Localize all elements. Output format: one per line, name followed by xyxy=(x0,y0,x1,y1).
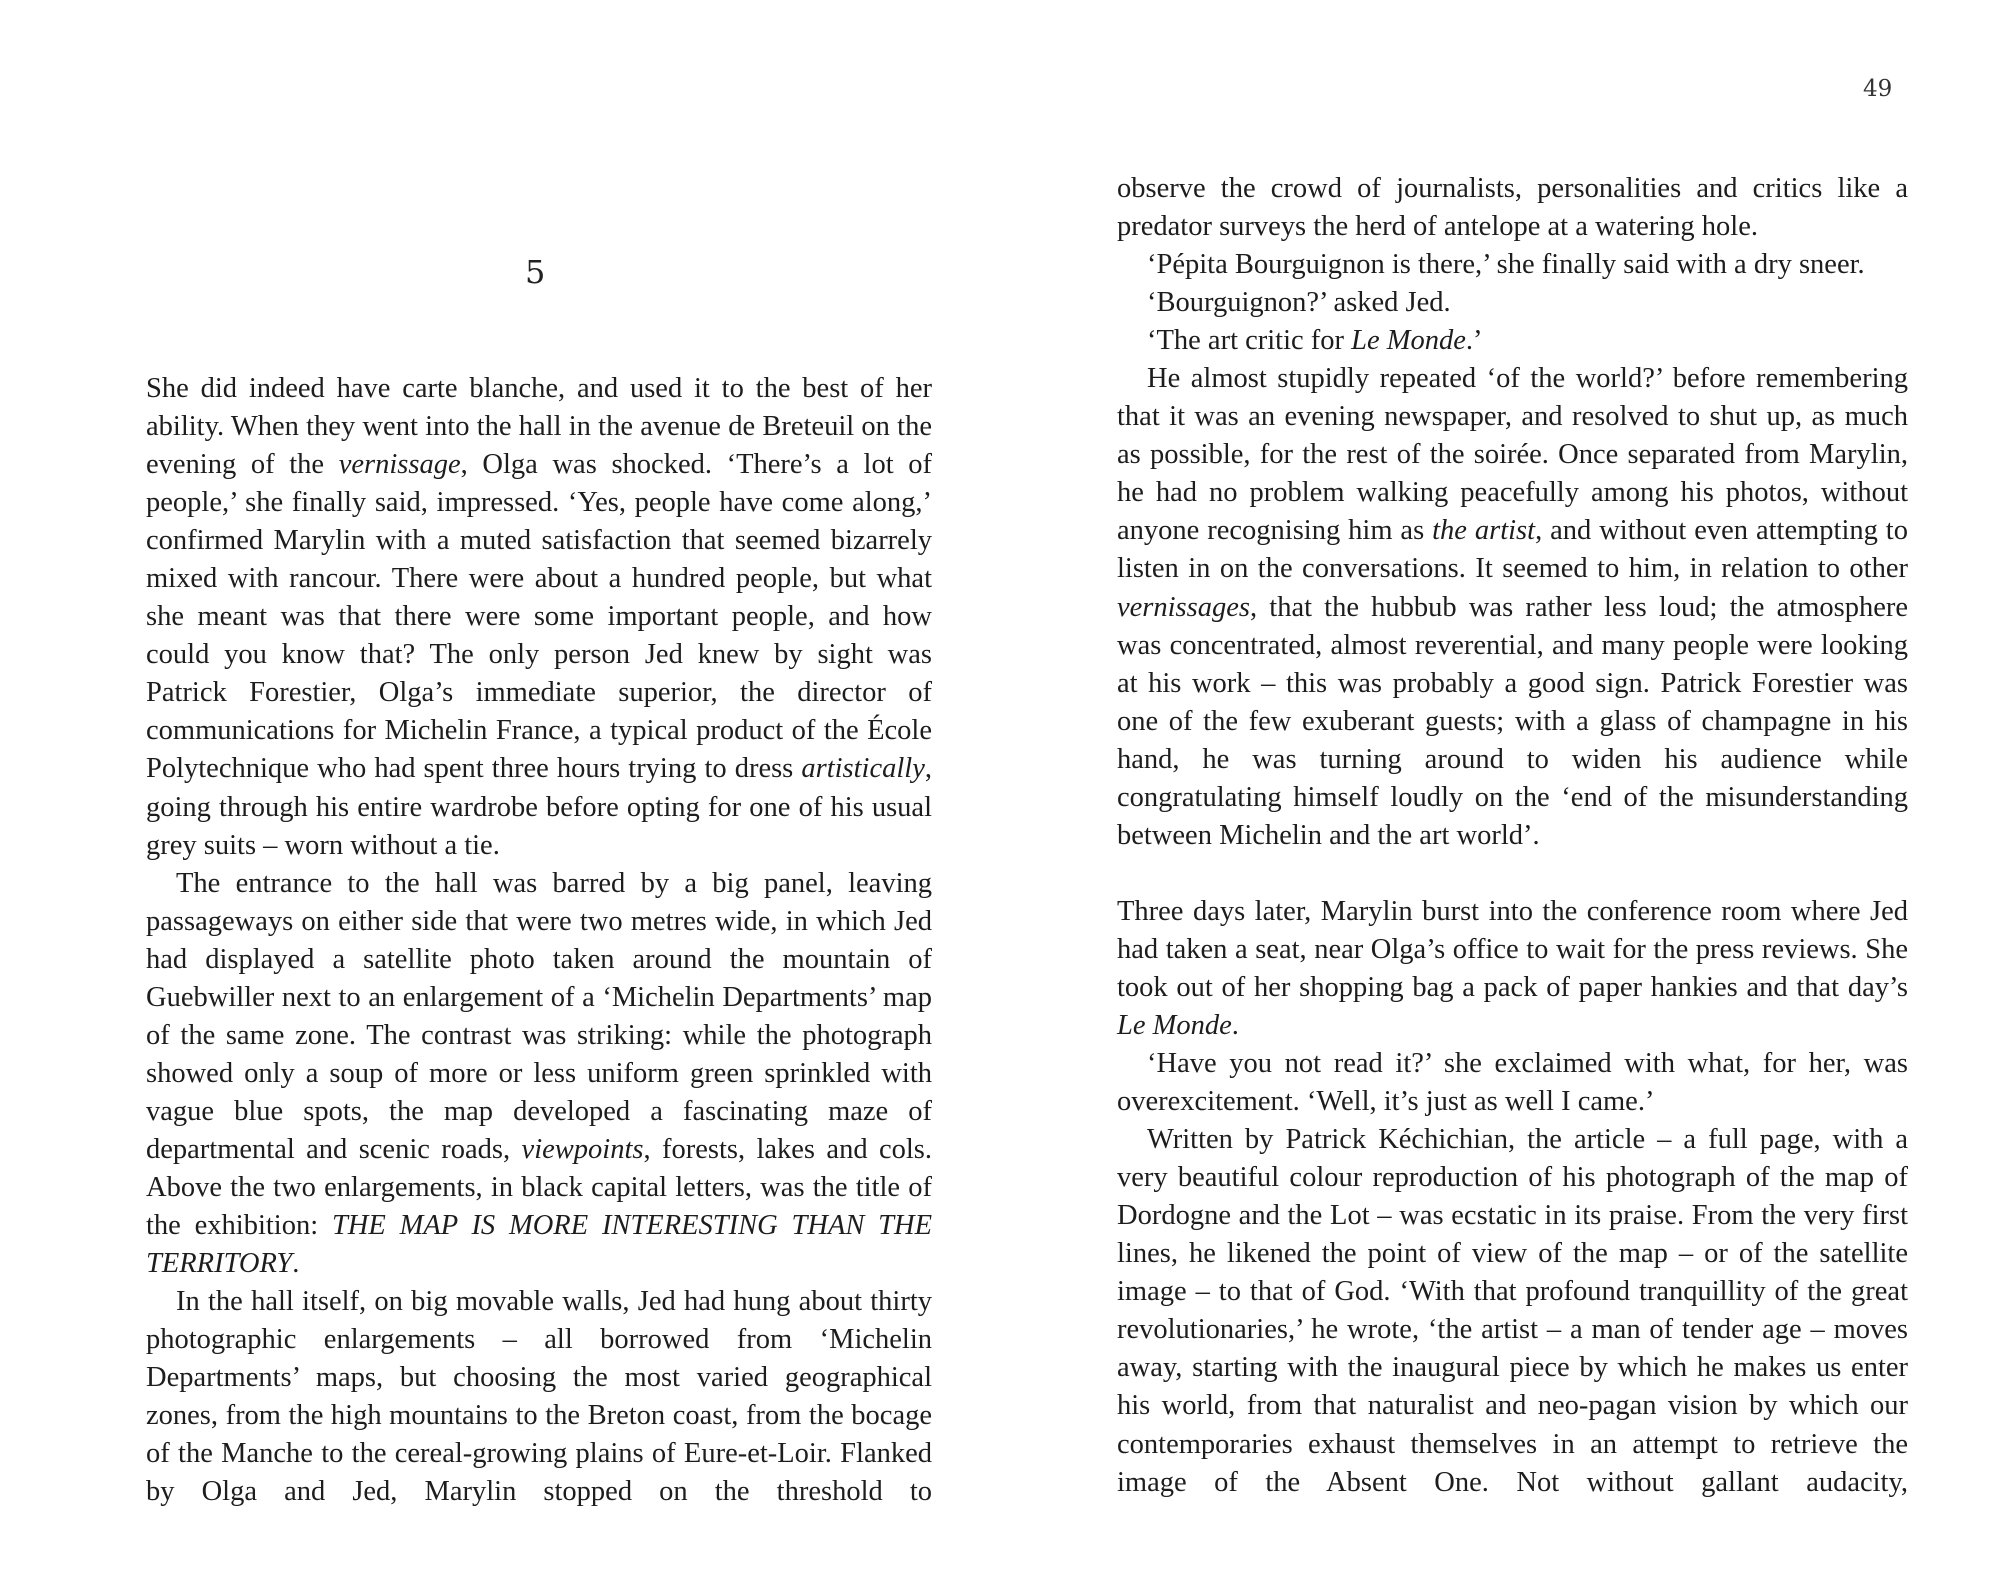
text-run: , Olga was shocked. ‘There’s a lot of people,’ she finally said, impressed. ‘Yes, people have come along,’ confirmed Marylin with a muted satisfaction that seemed bizarrely mixed with rancour. There were about a hundred people, but what she meant was that there were some important people, and how could you know that? The only person Jed knew by sight was Patrick Forestier, Olga’s immediate superior, the director of communications for Michelin France, a typical product of the École Polytechnique who had spent three hours trying to dress xyxy=(146,449,933,785)
paragraph xyxy=(1117,360,1908,855)
paragraph xyxy=(146,865,932,1284)
paragraph xyxy=(1117,1045,1908,1121)
text-run: , going through his entire wardrobe before opting for one of his usual grey suits – worn without a tie. xyxy=(146,753,932,861)
text-run: , that the hubbub was rather less loud; the atmosphere was concentrated, almost reverential, and many people were looking at his work – this was probably a good sign. Patrick Forestier was one of the few exuberant guests; with a glass of champagne in his hand, he was turning around to widen his audience while congratulating himself loudly on the ‘end of the misunderstanding between Michelin and the art world’. xyxy=(1117,591,1908,851)
italic-run: the artist xyxy=(1432,515,1536,547)
text-run: , forests, lakes and cols. Above the two enlargements, in black capital letters, was the title of the exhibition: xyxy=(146,1133,932,1242)
text-run: In the hall itself, on big movable walls, Jed had hung about thirty photographic enlargements – all borrowed from ‘Michelin Departments’ maps, but choosing the most varied geographical zones, from the high mountains to the Breton coast, from the bocage of the Manche to the cereal-growing plains of Eure-et-Loir. Flanked by Olga and Jed, Marylin stopped on the threshold to xyxy=(146,1286,932,1508)
paragraph xyxy=(1117,246,1908,284)
right-column xyxy=(1117,170,1908,1502)
text-run: .’ xyxy=(1465,325,1483,357)
left-column xyxy=(146,370,932,1511)
paragraph xyxy=(1117,284,1908,322)
italic-run: artistically xyxy=(801,753,925,785)
text-run: Three days later, Marylin burst into the conference room where Jed had taken a seat, near Olga’s office to wait for the press reviews. She took out of her shopping bag a pack of paper hankies and that day’s xyxy=(1117,895,1908,1003)
text-run: observe the crowd of journalists, personalities and critics like a predator surveys the herd of antelope at a watering hole. xyxy=(1117,173,1908,243)
text-run: He almost stupidly repeated ‘of the world?’ before remembering that it was an evening newspaper, and resolved to shut up, as much as possible, for the rest of the soirée. Once separated from Marylin, he had no problem walking peacefully among his photos, without anyone recognising him as xyxy=(1117,363,1908,547)
text-run: ‘Have you not read it?’ she exclaimed with what, for her, was overexcitement. ‘Well, it’s just as well I came.’ xyxy=(1117,1048,1908,1118)
paragraph xyxy=(1117,322,1908,360)
paragraph xyxy=(146,370,932,865)
text-run: ‘Bourguignon?’ asked Jed. xyxy=(1147,287,1451,319)
text-run: The entrance to the hall was barred by a big panel, leaving passageways on either side that were two metres wide, in which Jed had displayed a satellite photo taken around the mountain of Guebwiller next to an enlargement of a ‘Michelin Departments’ map of the same zone. The contrast was striking: while the photograph showed only a soup of more or less uniform green sprinkled with vague blue spots, the map developed a fascinating maze of departmental and scenic roads, xyxy=(146,867,932,1165)
italic-run: vernissages xyxy=(1117,591,1250,623)
italic-run: viewpoints xyxy=(521,1133,644,1165)
text-run: She did indeed have carte blanche, and used it to the best of her ability. When they went into the hall in the avenue de Breteuil on the evening of the xyxy=(146,373,932,481)
paragraph xyxy=(1117,893,1908,1045)
text-run: , and without even attempting to listen in on the conversations. It seemed to him, in relation to other xyxy=(1117,515,1908,585)
paragraph xyxy=(146,1283,932,1511)
text-run: . xyxy=(1231,1009,1239,1041)
page-number: 49 xyxy=(1863,76,1893,102)
text-run: ‘Pépita Bourguignon is there,’ she finally said with a dry sneer. xyxy=(1147,249,1865,281)
chapter-number: 5 xyxy=(525,253,546,291)
italic-run: Le Monde xyxy=(1351,325,1466,357)
italic-run: Le Monde xyxy=(1117,1009,1232,1041)
text-run: Written by Patrick Kéchichian, the article – a full page, with a very beautiful colour reproduction of his photograph of the map of Dordogne and the Lot – was ecstatic in its praise. From the very first lines, he likened the point of view of the map – or of the satellite image – to that of God. ‘With that profound tranquillity of the great revolutionaries,’ he wrote, ‘the artist – a man of tender age – moves away, starting with the inaugural piece by which he makes us enter his world, from that naturalist and neo-pagan vision by which our contemporaries exhaust themselves in an attempt to retrieve the image of the Absent One. Not without gallant audacity, xyxy=(1117,1124,1908,1498)
italic-run: vernissage xyxy=(338,449,461,481)
paragraph xyxy=(1117,170,1908,246)
text-run: ‘The art critic for xyxy=(1147,325,1352,357)
text-run: . xyxy=(292,1248,300,1280)
paragraph xyxy=(1117,1121,1908,1501)
italic-run: THE MAP IS MORE INTERESTING THAN THE TERRITORY xyxy=(146,1210,933,1280)
